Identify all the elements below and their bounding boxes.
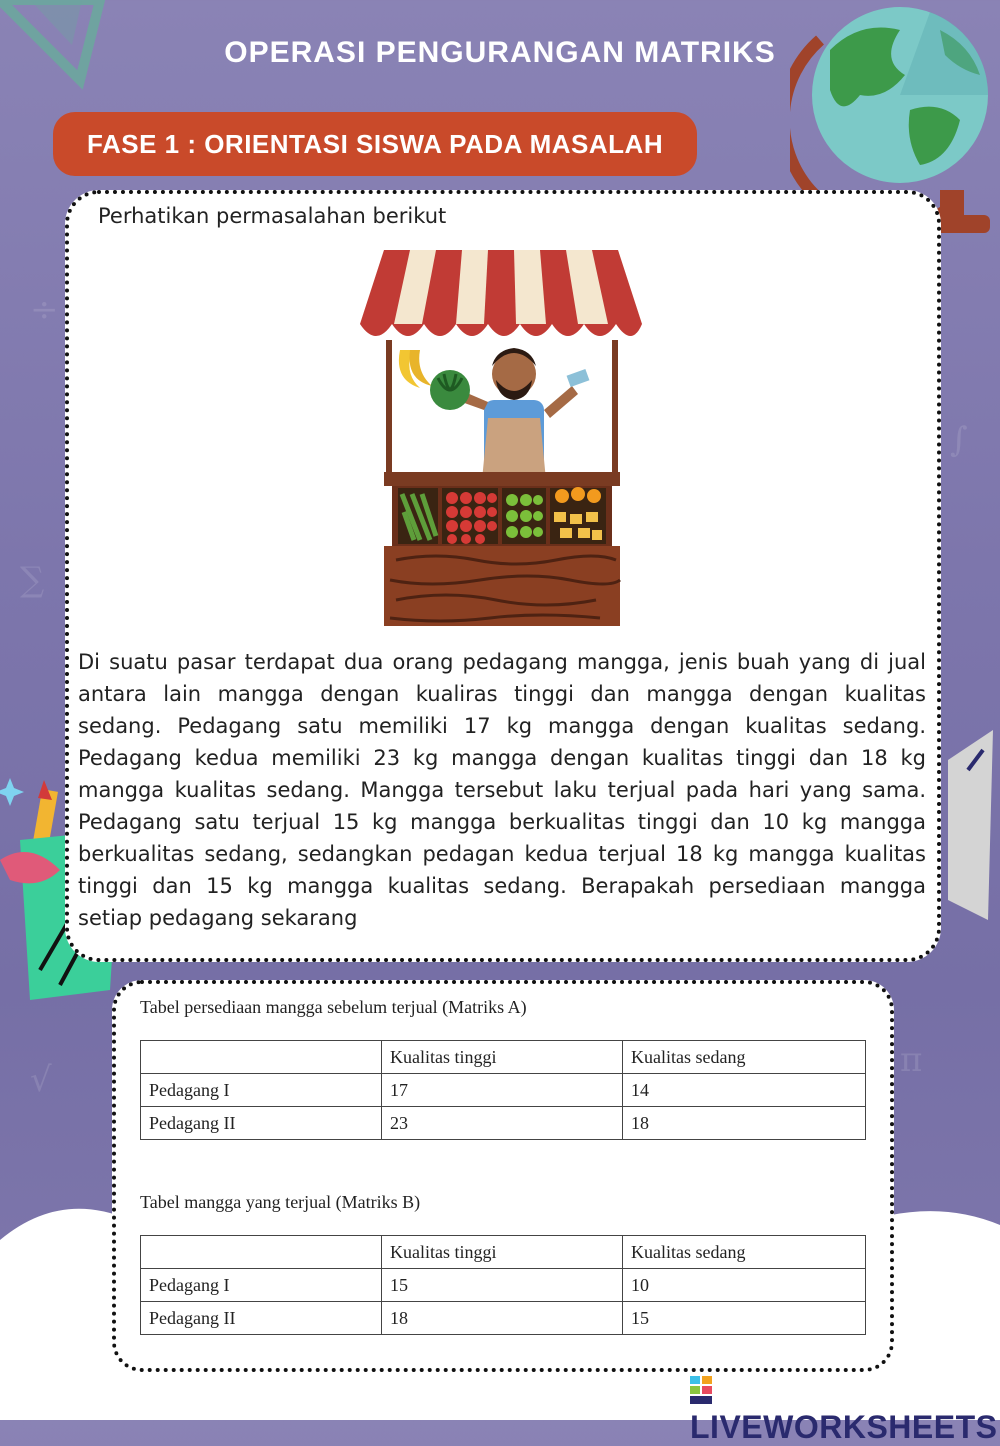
logo-text: LIVEWORKSHEETS: [690, 1409, 998, 1445]
table-cell: Pedagang I: [141, 1074, 382, 1107]
table-row: [141, 1074, 866, 1107]
knife-decoration: [938, 730, 1000, 920]
table-header-row: [141, 1236, 866, 1269]
table-cell: Pedagang II: [141, 1302, 382, 1335]
table-row: [141, 1302, 866, 1335]
table-cell: 18: [623, 1107, 866, 1140]
background-doodle: π: [900, 1040, 923, 1080]
table-cell: Kualitas tinggi: [382, 1041, 623, 1074]
matrix-a-caption: Tabel persediaan mangga sebelum terjual (Matriks A): [140, 997, 527, 1017]
problem-story: Di suatu pasar terdapat dua orang pedagang mangga, jenis buah yang di jual antara lain mangga dengan kualiras tinggi dan mangga dengan kualitas sedang. Pedagang satu memiliki 17 kg mangga dengan kualitas sedang. Pedagang kedua memiliki 23 kg mangga dengan kualitas tinggi dan 18 kg mangga kualitas sedang. Mangga tersebut laku terjual pada hari yang sama. Pedagang satu terjual 15 kg mangga berkualitas tinggi dan 10 kg mangga berkualitas sedang, sedangkan pedagan kedua terjual 18 kg mangga kualitas tinggi dan 15 kg mangga kualitas sedang. Berapakah persediaan mangga setiap pedagang sekarang: [78, 650, 926, 930]
problem-intro: Perhatikan permasalahan berikut: [98, 204, 447, 228]
table-cell: Kualitas tinggi: [382, 1236, 623, 1269]
matrix-b-table: [140, 1235, 866, 1335]
table-cell: 10: [623, 1269, 866, 1302]
matrix-b-caption: Tabel mangga yang terjual (Matriks B): [140, 1192, 421, 1212]
liveworksheets-icon: [690, 1376, 712, 1404]
table-cell: 15: [382, 1269, 623, 1302]
table-cell: [141, 1041, 382, 1074]
table-row: [141, 1269, 866, 1302]
table-cell: 15: [623, 1302, 866, 1335]
table-cell: Pedagang II: [141, 1107, 382, 1140]
table-cell: 18: [382, 1302, 623, 1335]
page-title: OPERASI PENGURANGAN MATRIKS: [224, 36, 776, 69]
table-cell: 17: [382, 1074, 623, 1107]
background-doodle: ÷: [30, 290, 59, 330]
table-cell: 14: [623, 1074, 866, 1107]
table-row: [141, 1107, 866, 1140]
table-cell: Pedagang I: [141, 1269, 382, 1302]
table-header-row: [141, 1041, 866, 1074]
background-doodle: ∫: [950, 420, 968, 460]
liveworksheets-logo[interactable]: [690, 1372, 1000, 1446]
phase-banner: FASE 1 : ORIENTASI SISWA PADA MASALAH: [53, 112, 697, 176]
fruit-stall-illustration: [356, 250, 646, 626]
table-cell: 23: [382, 1107, 623, 1140]
matrix-a-table: [140, 1040, 866, 1140]
background-doodle: ∑: [20, 560, 45, 600]
table-cell: [141, 1236, 382, 1269]
table-cell: Kualitas sedang: [623, 1236, 866, 1269]
background-doodle: √: [30, 1060, 52, 1100]
table-cell: Kualitas sedang: [623, 1041, 866, 1074]
